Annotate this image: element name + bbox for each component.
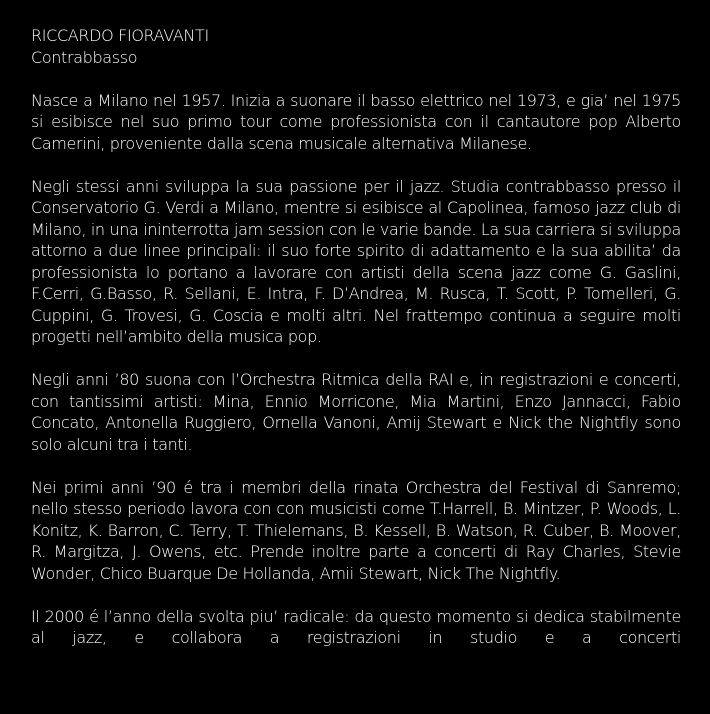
artist-name: RICCARDO FIORAVANTI xyxy=(31,26,209,45)
biography-document xyxy=(31,25,681,649)
artist-instrument: Contrabbasso xyxy=(31,47,138,67)
bio-paragraph-3: Negli anni ’80 suona con l’Orchestra Ritmica della RAI e, in registrazioni e concerti, con tantissimi artisti: Mina, Ennio Morricone, Mia Martini, Enzo Jannacci, Fabio Concato, Antonella Ruggiero, Ornella Vanoni, Amij Stewart e Nick the Nightfly sono solo alcuni tra i tanti. xyxy=(31,370,681,454)
bio-paragraph-5: Il 2000 é l’anno della svolta piu’ radicale: da questo momento si dedica stabilmente al jazz, e collabora a registrazioni in studio e a concerti xyxy=(31,606,681,647)
bio-paragraph-2: Negli stessi anni sviluppa la sua passione per il jazz. Studia contrabbasso presso il Conservatorio G. Verdi a Milano, mentre si esibisce al Capolinea, famoso jazz club di Milano, in una ininterrotta jam session con le varie bande. La sua carriera si sviluppa attorno a due linee principali: il suo forte spirito di adattamento e la sua abilita’ da professionista lo portano a lavorare con artisti della scena jazz come G. Gaslini, F.Cerri, G.Basso, R. Sellani, E. Intra, F. D’Andrea, M. Rusca, T. Scott, P. Tomelleri, G. Cuppini, G. Trovesi, G. Coscia e molti altri. Nel frattempo continua a seguire molti progetti nell’ambito della musica pop. xyxy=(31,176,681,346)
document-header xyxy=(31,25,681,68)
bio-paragraph-4: Nei primi anni ’90 é tra i membri della rinata Orchestra del Festival di Sanremo; nello stesso periodo lavora con con musicisti come T.Harrell, B. Mintzer, P. Woods, L. Konitz, K. Barron, C. Terry, T. Thielemans, B. Kessell, B. Watson, R. Cuber, B. Moover, R. Margitza, J. Owens, etc. Prende inoltre parte a concerti di Ray Charles, Stevie Wonder, Chico Buarque De Hollanda, Amii Stewart, Nick The Nightfly. xyxy=(31,477,681,583)
bio-paragraph-1: Nasce a Milano nel 1957. Inizia a suonare il basso elettrico nel 1973, e gia’ nel 1975 si esibisce nel suo primo tour come professionista con il cantautore pop Alberto Camerini, proveniente dalla scena musicale alternativa Milanese. xyxy=(31,90,681,153)
